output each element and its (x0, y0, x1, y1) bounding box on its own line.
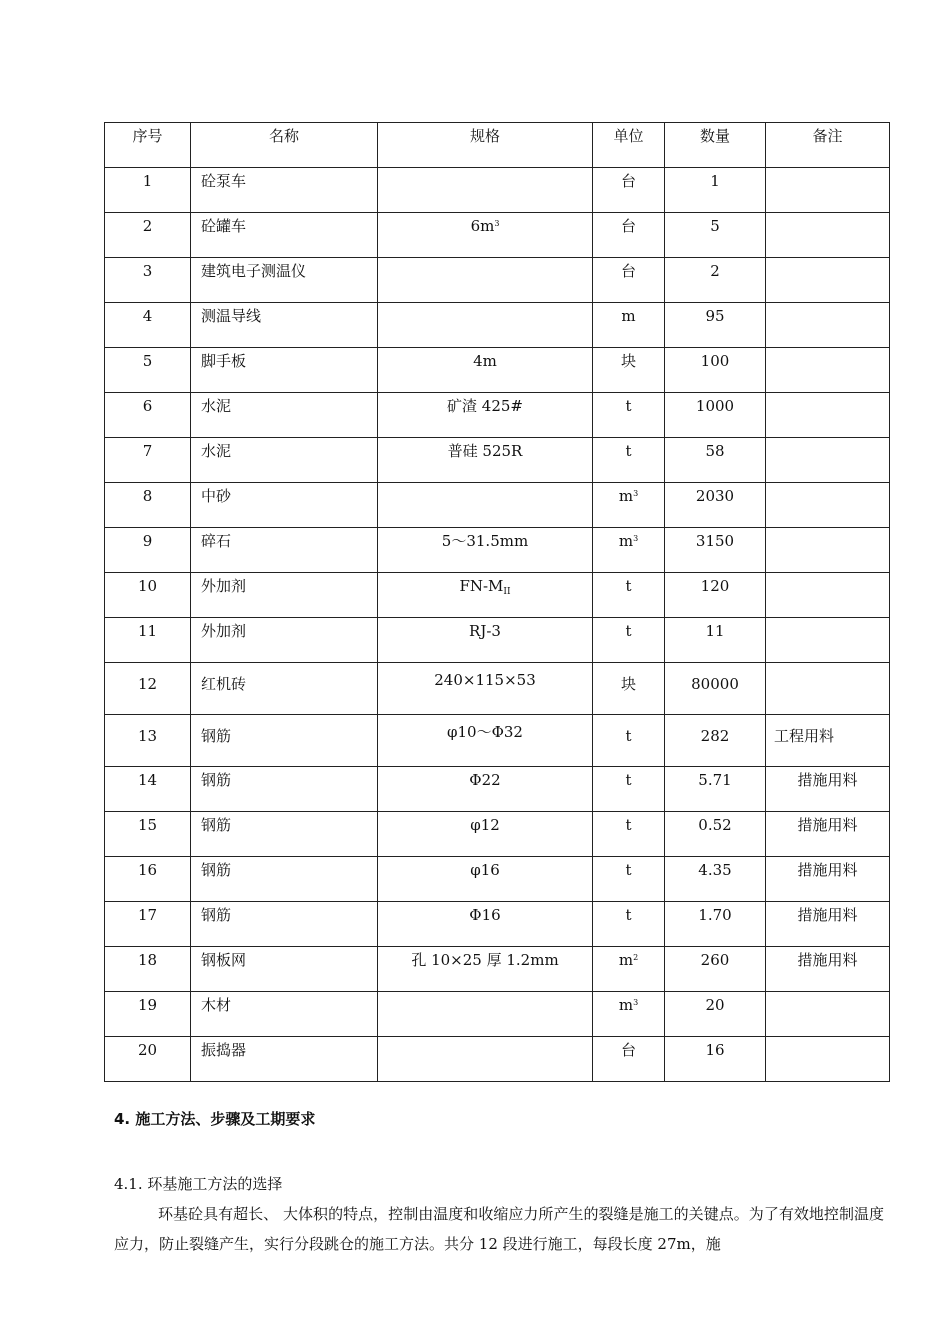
header-unit: 单位 (593, 123, 665, 168)
header-name: 名称 (191, 123, 378, 168)
cell-unit (593, 483, 665, 528)
cell-no (105, 168, 191, 213)
cell-no-text: 19 (137, 996, 158, 1014)
cell-unit (593, 663, 665, 715)
table-row (105, 715, 890, 767)
cell-spec (378, 528, 593, 573)
cell-name (191, 258, 378, 303)
cell-spec (378, 438, 593, 483)
cell-spec (378, 663, 593, 715)
cell-name-text: 外加剂 (201, 622, 247, 640)
cell-name (191, 992, 378, 1037)
cell-no-text: 2 (142, 217, 153, 235)
cell-unit-text: t (625, 622, 632, 640)
cell-remark (766, 303, 890, 348)
cell-remark (766, 483, 890, 528)
cell-spec (378, 812, 593, 857)
cell-no-text: 3 (142, 262, 153, 280)
table-row (105, 767, 890, 812)
cell-name-text: 钢板网 (201, 951, 247, 969)
cell-name-text: 中砂 (201, 487, 232, 505)
table-row (105, 947, 890, 992)
cell-no-text: 5 (142, 352, 153, 370)
cell-unit (593, 812, 665, 857)
cell-spec-text: 5～31.5mm (441, 532, 529, 550)
cell-no (105, 258, 191, 303)
cell-unit-text: t (625, 771, 632, 789)
cell-remark-text: 措施用料 (797, 816, 858, 834)
cell-remark (766, 258, 890, 303)
table-row (105, 812, 890, 857)
cell-qty-text: 2 (710, 262, 720, 280)
cell-no (105, 857, 191, 902)
table-row (105, 618, 890, 663)
materials-table (104, 122, 890, 1082)
cell-unit-text: 块 (620, 675, 636, 693)
cell-unit-text: 台 (620, 1041, 636, 1059)
header-spec: 规格 (378, 123, 593, 168)
cell-no-text: 17 (137, 906, 158, 924)
cell-no-text: 7 (142, 442, 153, 460)
cell-no (105, 483, 191, 528)
cell-qty (665, 213, 766, 258)
cell-qty (665, 573, 766, 618)
cell-no (105, 573, 191, 618)
cell-qty-text: 1.70 (698, 906, 732, 924)
cell-name (191, 812, 378, 857)
cell-name (191, 483, 378, 528)
cell-no (105, 715, 191, 767)
cell-no (105, 1037, 191, 1082)
cell-qty (665, 1037, 766, 1082)
cell-unit-text: m (618, 487, 634, 505)
cell-no-text: 1 (142, 172, 153, 190)
table-row (105, 168, 890, 213)
table-row (105, 528, 890, 573)
superscript: 3 (633, 534, 639, 543)
cell-name (191, 573, 378, 618)
cell-no-text: 11 (137, 622, 158, 640)
cell-unit-text: t (625, 397, 632, 415)
cell-no-text: 12 (137, 675, 158, 693)
cell-qty-text: 100 (700, 352, 730, 370)
cell-name (191, 528, 378, 573)
table-row (105, 902, 890, 947)
cell-spec (378, 258, 593, 303)
cell-no-text: 16 (137, 861, 158, 879)
cell-no (105, 992, 191, 1037)
cell-spec-text: RJ-3 (469, 622, 501, 640)
cell-unit (593, 213, 665, 258)
cell-unit-text: t (625, 816, 632, 834)
cell-name (191, 902, 378, 947)
cell-unit-text: 台 (620, 217, 636, 235)
table-row (105, 857, 890, 902)
cell-spec (378, 303, 593, 348)
cell-name (191, 168, 378, 213)
cell-unit (593, 393, 665, 438)
cell-spec (378, 348, 593, 393)
cell-name (191, 348, 378, 393)
cell-qty (665, 618, 766, 663)
cell-qty (665, 258, 766, 303)
cell-unit (593, 438, 665, 483)
cell-unit-text: 台 (620, 172, 636, 190)
cell-remark (766, 528, 890, 573)
table-row (105, 573, 890, 618)
cell-spec (378, 393, 593, 438)
cell-name-text: 钢筋 (201, 906, 232, 924)
cell-remark-text: 措施用料 (797, 861, 858, 879)
cell-remark (766, 663, 890, 715)
cell-no-text: 8 (142, 487, 153, 505)
cell-spec-text: Φ22 (469, 771, 501, 789)
cell-unit-text: m (621, 307, 636, 325)
superscript: 3 (633, 489, 639, 498)
cell-unit (593, 947, 665, 992)
cell-qty (665, 992, 766, 1037)
cell-spec-text: 6m (470, 217, 495, 235)
cell-unit (593, 715, 665, 767)
cell-qty-text: 80000 (691, 675, 739, 693)
cell-name (191, 438, 378, 483)
table-row (105, 213, 890, 258)
cell-no (105, 393, 191, 438)
cell-name (191, 947, 378, 992)
table-row (105, 438, 890, 483)
cell-spec (378, 168, 593, 213)
cell-no-text: 6 (142, 397, 153, 415)
cell-unit (593, 348, 665, 393)
table-row (105, 348, 890, 393)
cell-remark (766, 618, 890, 663)
cell-qty-text: 20 (705, 996, 725, 1014)
cell-remark (766, 393, 890, 438)
cell-qty-text: 5.71 (698, 771, 732, 789)
cell-spec (378, 618, 593, 663)
cell-name (191, 618, 378, 663)
cell-no-text: 15 (137, 816, 158, 834)
cell-remark (766, 715, 890, 767)
cell-spec-text: φ16 (470, 861, 500, 879)
cell-qty (665, 947, 766, 992)
section-heading-4-1: 4.1. 环基施工方法的选择 (114, 1175, 283, 1193)
cell-qty-text: 282 (700, 727, 730, 745)
cell-unit (593, 573, 665, 618)
cell-unit (593, 992, 665, 1037)
cell-spec-text: Φ16 (469, 906, 501, 924)
cell-qty-text: 16 (705, 1041, 725, 1059)
cell-name (191, 393, 378, 438)
cell-unit (593, 528, 665, 573)
cell-name (191, 213, 378, 258)
cell-qty (665, 528, 766, 573)
section-heading-4: 4. 施工方法、步骤及工期要求 (114, 1110, 316, 1128)
cell-unit-text: t (625, 906, 632, 924)
cell-qty-text: 120 (700, 577, 730, 595)
cell-no-text: 20 (137, 1041, 158, 1059)
table-row (105, 483, 890, 528)
cell-qty (665, 348, 766, 393)
cell-remark (766, 1037, 890, 1082)
cell-name (191, 857, 378, 902)
body-paragraph: 环基砼具有超长、 大体积的特点，控制由温度和收缩应力所产生的裂缝是施工的关键点。为了有效地控制温度应力，防止裂缝产生，实行分段跳仓的施工方法。共分 12 段进行施工，每段长度 27m，施 (114, 1205, 884, 1253)
cell-remark (766, 213, 890, 258)
cell-name (191, 663, 378, 715)
cell-name-text: 钢筋 (201, 816, 232, 834)
cell-spec-text: FN-M (459, 577, 504, 595)
cell-remark-text: 措施用料 (797, 951, 858, 969)
cell-spec (378, 483, 593, 528)
cell-qty (665, 303, 766, 348)
cell-remark (766, 947, 890, 992)
cell-no (105, 348, 191, 393)
cell-no (105, 947, 191, 992)
cell-qty (665, 663, 766, 715)
cell-name (191, 1037, 378, 1082)
superscript: 2 (633, 953, 639, 962)
cell-no (105, 618, 191, 663)
cell-qty (665, 715, 766, 767)
cell-remark (766, 812, 890, 857)
cell-remark (766, 573, 890, 618)
cell-unit (593, 258, 665, 303)
cell-qty (665, 767, 766, 812)
cell-name (191, 303, 378, 348)
table-row (105, 393, 890, 438)
cell-no-text: 4 (142, 307, 153, 325)
cell-qty-text: 2030 (695, 487, 735, 505)
cell-unit-text: 块 (620, 352, 636, 370)
header-qty: 数量 (665, 123, 766, 168)
header-no: 序号 (105, 123, 191, 168)
cell-spec-text: 普硅 525R (447, 442, 523, 460)
cell-name-text: 钢筋 (201, 771, 232, 789)
cell-qty (665, 857, 766, 902)
cell-no-text: 9 (142, 532, 153, 550)
cell-spec (378, 947, 593, 992)
cell-unit-text: m (618, 951, 634, 969)
superscript: 3 (494, 219, 500, 228)
cell-qty-text: 3150 (695, 532, 735, 550)
cell-name (191, 767, 378, 812)
cell-unit (593, 902, 665, 947)
cell-unit (593, 168, 665, 213)
cell-unit-text: 台 (620, 262, 636, 280)
cell-name-text: 水泥 (201, 397, 232, 415)
cell-remark-text: 措施用料 (797, 906, 858, 924)
cell-unit (593, 1037, 665, 1082)
cell-remark (766, 992, 890, 1037)
cell-spec-text: 孔 10×25 厚 1.2mm (411, 951, 559, 969)
cell-qty (665, 902, 766, 947)
cell-name-text: 脚手板 (201, 352, 247, 370)
cell-unit-text: t (625, 442, 632, 460)
cell-remark (766, 438, 890, 483)
cell-spec-text: φ10～Φ32 (447, 723, 523, 741)
cell-name-text: 砼罐车 (201, 217, 247, 235)
cell-unit (593, 767, 665, 812)
cell-spec (378, 857, 593, 902)
cell-no-text: 14 (137, 771, 158, 789)
cell-remark (766, 348, 890, 393)
cell-unit (593, 618, 665, 663)
cell-spec-text: 240×115×53 (434, 671, 536, 689)
cell-spec (378, 213, 593, 258)
cell-no (105, 812, 191, 857)
cell-spec-text: φ12 (470, 816, 500, 834)
cell-unit-text: t (625, 861, 632, 879)
cell-name-text: 钢筋 (201, 727, 232, 745)
cell-name (191, 715, 378, 767)
cell-name-text: 碎石 (201, 532, 232, 550)
cell-unit-text: m (618, 996, 634, 1014)
cell-name-text: 振捣器 (201, 1041, 247, 1059)
cell-remark-text: 工程用料 (774, 727, 835, 745)
cell-qty-text: 58 (705, 442, 725, 460)
cell-remark (766, 857, 890, 902)
table-header-row (105, 123, 890, 168)
cell-spec (378, 573, 593, 618)
cell-no-text: 10 (137, 577, 158, 595)
table-row (105, 303, 890, 348)
cell-no (105, 902, 191, 947)
cell-remark (766, 902, 890, 947)
cell-unit (593, 857, 665, 902)
cell-no-text: 18 (137, 951, 158, 969)
cell-unit-text: t (625, 727, 632, 745)
cell-qty-text: 4.35 (698, 861, 732, 879)
cell-qty (665, 438, 766, 483)
cell-name-text: 水泥 (201, 442, 232, 460)
cell-spec (378, 767, 593, 812)
cell-no (105, 303, 191, 348)
cell-no (105, 213, 191, 258)
cell-unit-text: t (625, 577, 632, 595)
cell-no (105, 663, 191, 715)
cell-remark (766, 767, 890, 812)
cell-qty (665, 168, 766, 213)
cell-qty-text: 5 (710, 217, 720, 235)
cell-qty-text: 95 (705, 307, 725, 325)
cell-unit (593, 303, 665, 348)
table-row (105, 1037, 890, 1082)
cell-qty-text: 1 (710, 172, 720, 190)
cell-name-text: 建筑电子测温仪 (201, 262, 307, 280)
cell-qty-text: 0.52 (698, 816, 732, 834)
subscript: II (503, 587, 511, 597)
cell-spec (378, 1037, 593, 1082)
table-body (105, 168, 890, 1082)
table-row (105, 992, 890, 1037)
cell-name-text: 外加剂 (201, 577, 247, 595)
table-row (105, 663, 890, 715)
cell-no-text: 13 (137, 727, 158, 745)
cell-qty (665, 393, 766, 438)
cell-remark (766, 168, 890, 213)
cell-no (105, 438, 191, 483)
cell-unit-text: m (618, 532, 634, 550)
cell-qty (665, 483, 766, 528)
cell-no (105, 528, 191, 573)
superscript: 3 (633, 998, 639, 1007)
cell-spec-text: 4m (473, 352, 497, 370)
cell-name-text: 砼泵车 (201, 172, 247, 190)
cell-qty-text: 1000 (695, 397, 735, 415)
cell-no (105, 767, 191, 812)
cell-name-text: 木材 (201, 996, 232, 1014)
cell-spec-text: 矿渣 425# (447, 397, 523, 415)
cell-name-text: 测温导线 (201, 307, 262, 325)
header-remark: 备注 (766, 123, 890, 168)
cell-qty-text: 260 (700, 951, 730, 969)
cell-remark-text: 措施用料 (797, 771, 858, 789)
cell-name-text: 红机砖 (201, 675, 247, 693)
cell-qty-text: 11 (705, 622, 725, 640)
cell-name-text: 钢筋 (201, 861, 232, 879)
cell-qty (665, 812, 766, 857)
cell-spec (378, 715, 593, 767)
cell-spec (378, 902, 593, 947)
table-row (105, 258, 890, 303)
cell-spec (378, 992, 593, 1037)
